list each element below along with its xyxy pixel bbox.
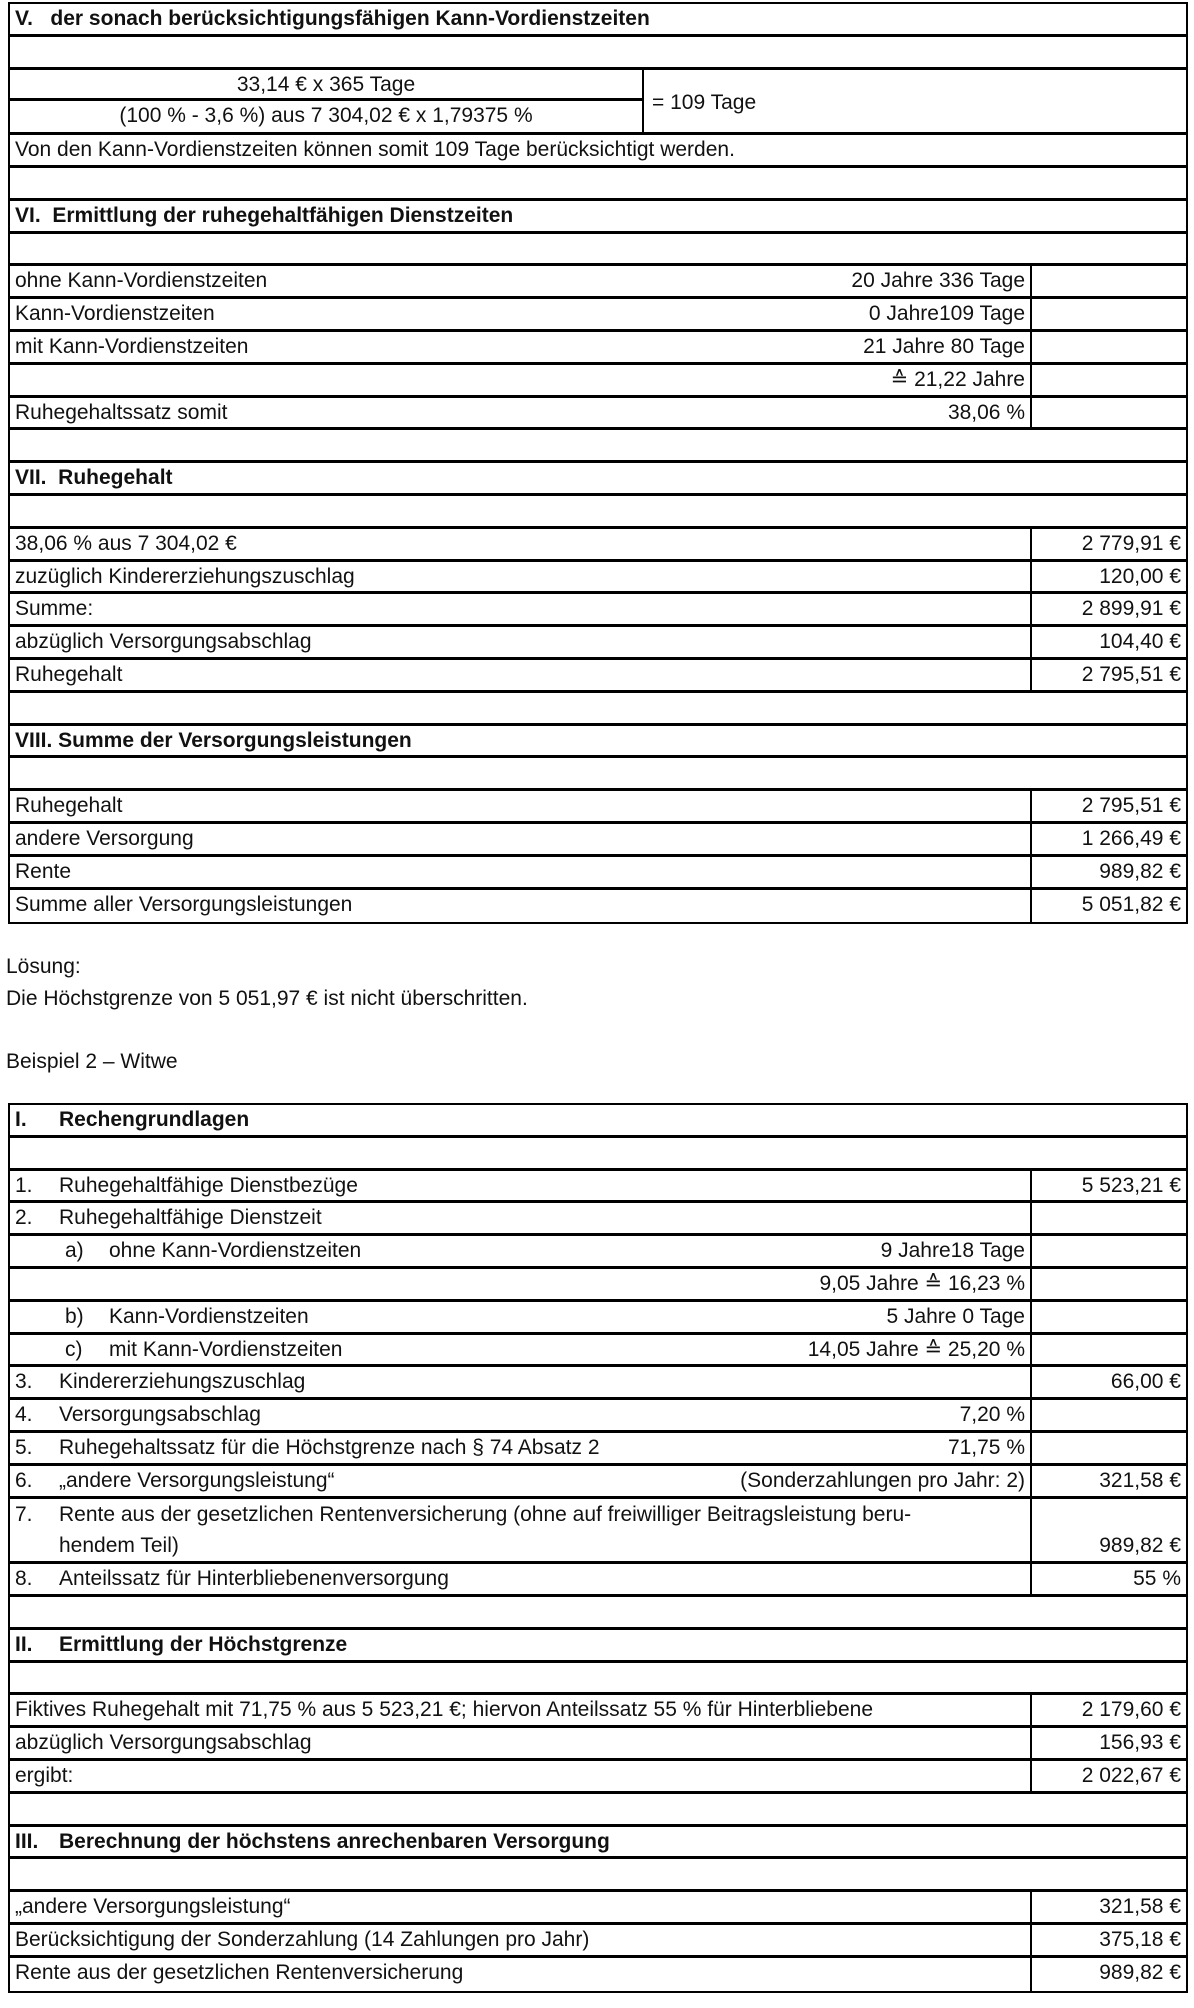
row-label: Ruhegehaltssatz somit bbox=[15, 400, 228, 424]
table-row bbox=[10, 1335, 1186, 1368]
row-mid-value: 0 Jahre109 Tage bbox=[868, 302, 1025, 326]
row-label: Kindererziehungszuschlag bbox=[59, 1370, 306, 1394]
table-row bbox=[10, 529, 1186, 562]
row-label: abzüglich Versorgungsabschlag bbox=[15, 630, 312, 654]
item-number: 2. bbox=[15, 1206, 33, 1230]
row-label: ohne Kann-Vordienstzeiten bbox=[15, 269, 268, 293]
spacer-row bbox=[10, 496, 1186, 529]
row-label: Rente bbox=[15, 859, 72, 883]
row-mid-value bbox=[1020, 1171, 1030, 1201]
row-value: 375,18 € bbox=[1030, 1925, 1186, 1955]
table-row bbox=[10, 562, 1186, 595]
row-mid-value: ≙ 21,22 Jahre bbox=[890, 367, 1025, 391]
table-row bbox=[10, 1499, 1186, 1565]
spacer-row bbox=[10, 168, 1186, 201]
row-value: 2 795,51 € bbox=[1030, 791, 1186, 821]
example2-heading: Beispiel 2 – Witwe bbox=[6, 1050, 178, 1073]
section5-title-row bbox=[10, 4, 1186, 37]
table-row bbox=[10, 266, 1186, 299]
row-value: 2 179,60 € bbox=[1030, 1695, 1186, 1725]
item-number: a) bbox=[65, 1239, 84, 1263]
beispiel2-table bbox=[8, 1103, 1188, 1993]
item-number: c) bbox=[65, 1337, 83, 1361]
row-value: 321,58 € bbox=[1030, 1892, 1186, 1922]
table-row bbox=[10, 1367, 1186, 1400]
item-number: 7. bbox=[15, 1502, 33, 1526]
row-mid-value: 9,05 Jahre ≙ 16,23 % bbox=[819, 1271, 1025, 1295]
table-row bbox=[10, 1564, 1186, 1597]
row-value bbox=[1030, 1335, 1186, 1365]
section-number: II. bbox=[15, 1632, 33, 1656]
section3-title-row bbox=[10, 1827, 1186, 1860]
row-mid-value: 38,06 % bbox=[947, 400, 1025, 424]
row-mid-value bbox=[1020, 1203, 1030, 1233]
row-mid-value: 20 Jahre 336 Tage bbox=[851, 269, 1025, 293]
spacer-row bbox=[10, 37, 1186, 70]
table-row bbox=[10, 1203, 1186, 1236]
spacer-row bbox=[10, 1597, 1186, 1630]
section5-formula bbox=[10, 70, 1186, 136]
section6-title-row bbox=[10, 201, 1186, 234]
row-mid-value: 5 Jahre 0 Tage bbox=[886, 1304, 1025, 1328]
table-row bbox=[10, 1302, 1186, 1335]
row-label-line2: hendem Teil) bbox=[59, 1533, 179, 1557]
spacer-row bbox=[10, 430, 1186, 463]
row-value: 2 779,91 € bbox=[1030, 529, 1186, 559]
solution-text: Die Höchstgrenze von 5 051,97 € ist nicht überschritten. bbox=[6, 987, 528, 1010]
row-mid-value: 71,75 % bbox=[947, 1435, 1025, 1459]
row-value bbox=[1030, 1269, 1186, 1299]
item-number: 8. bbox=[15, 1567, 33, 1591]
row-mid-value: 21 Jahre 80 Tage bbox=[863, 334, 1025, 358]
beispiel1-table bbox=[8, 2, 1188, 924]
row-label: Fiktives Ruhegehalt mit 71,75 % aus 5 523,21 €; hiervon Anteilssatz 55 % für Hinterbliebene bbox=[15, 1698, 873, 1722]
row-value: 5 523,21 € bbox=[1030, 1171, 1186, 1201]
row-label: Ruhegehaltfähige Dienstzeit bbox=[59, 1206, 322, 1230]
row-label: Anteilssatz für Hinterbliebenenversorgung bbox=[59, 1567, 449, 1591]
row-label: Ruhegehalt bbox=[15, 794, 123, 818]
spacer-row bbox=[10, 234, 1186, 267]
section2-title-row bbox=[10, 1630, 1186, 1663]
section1-title: Rechengrundlagen bbox=[59, 1108, 250, 1131]
row-label: mit Kann-Vordienstzeiten bbox=[109, 1337, 343, 1361]
row-label: „andere Versorgungsleistung“ bbox=[15, 1895, 291, 1919]
table-row bbox=[10, 1695, 1186, 1728]
formula-denominator: (100 % - 3,6 %) aus 7 304,02 € x 1,79375 % bbox=[119, 103, 533, 127]
row-value: 66,00 € bbox=[1030, 1367, 1186, 1397]
row-value bbox=[1030, 1499, 1186, 1562]
item-number: b) bbox=[65, 1304, 84, 1328]
row-value bbox=[1030, 1203, 1186, 1233]
row-label: Berücksichtigung der Sonderzahlung (14 Zahlungen pro Jahr) bbox=[15, 1927, 590, 1951]
row-value bbox=[1030, 365, 1186, 395]
table-row bbox=[10, 857, 1186, 890]
section7-title: VII. Ruhegehalt bbox=[15, 466, 173, 490]
table-row bbox=[10, 1728, 1186, 1761]
row-label: abzüglich Versorgungsabschlag bbox=[15, 1731, 312, 1755]
row-value bbox=[1030, 1236, 1186, 1266]
table-row bbox=[10, 1433, 1186, 1466]
item-number: 4. bbox=[15, 1403, 33, 1427]
row-label-line1: Rente aus der gesetzlichen Rentenversicherung (ohne auf freiwilliger Beitragsleistung beru- bbox=[59, 1502, 912, 1526]
row-label: zuzüglich Kindererziehungszuschlag bbox=[15, 564, 355, 588]
table-row bbox=[10, 660, 1186, 693]
spacer-row bbox=[10, 1794, 1186, 1827]
row-value: 104,40 € bbox=[1030, 627, 1186, 657]
row-value bbox=[1030, 1400, 1186, 1430]
row-label: Kann-Vordienstzeiten bbox=[109, 1304, 309, 1328]
spacer-row bbox=[10, 1663, 1186, 1696]
table-row bbox=[10, 627, 1186, 660]
row-value: 156,93 € bbox=[1030, 1728, 1186, 1758]
item-number: 1. bbox=[15, 1173, 33, 1197]
section3-title: Berechnung der höchstens anrechenbaren Versorgung bbox=[59, 1829, 610, 1853]
row-label: Rente aus der gesetzlichen Rentenversicherung bbox=[15, 1960, 464, 1984]
item-number: 5. bbox=[15, 1435, 33, 1459]
row-label: ohne Kann-Vordienstzeiten bbox=[109, 1239, 362, 1263]
table-row bbox=[10, 1269, 1186, 1302]
table-row bbox=[10, 1400, 1186, 1433]
row-value: 120,00 € bbox=[1030, 562, 1186, 592]
table-row bbox=[10, 824, 1186, 857]
row-label: andere Versorgung bbox=[15, 826, 194, 850]
section5-title: V. der sonach berücksichtigungsfähigen Kann-Vordienstzeiten bbox=[15, 7, 650, 30]
section7-title-row bbox=[10, 463, 1186, 496]
row-value bbox=[1030, 1302, 1186, 1332]
table-row bbox=[10, 398, 1186, 431]
row-value: 2 899,91 € bbox=[1030, 594, 1186, 624]
row-value: 55 % bbox=[1030, 1564, 1186, 1594]
spacer-row bbox=[10, 1138, 1186, 1171]
row-mid-value bbox=[1020, 1367, 1030, 1397]
row-label: „andere Versorgungsleistung“ bbox=[59, 1468, 335, 1492]
table-row bbox=[10, 1925, 1186, 1958]
row-label bbox=[10, 365, 650, 395]
table-row bbox=[10, 332, 1186, 365]
section1-title-row bbox=[10, 1105, 1186, 1138]
section2-title: Ermittlung der Höchstgrenze bbox=[59, 1632, 348, 1656]
table-row bbox=[10, 791, 1186, 824]
row-mid-value: 14,05 Jahre ≙ 25,20 % bbox=[807, 1337, 1025, 1361]
table-row bbox=[10, 299, 1186, 332]
row-value: 989,82 € bbox=[1030, 1958, 1186, 1991]
row-label: Ruhegehalt bbox=[15, 662, 123, 686]
row-label: mit Kann-Vordienstzeiten bbox=[15, 334, 249, 358]
table-row bbox=[10, 365, 1186, 398]
item-number: 6. bbox=[15, 1468, 33, 1492]
row-value: 5 051,82 € bbox=[1030, 890, 1186, 923]
section-number: I. bbox=[15, 1108, 27, 1131]
section-number: III. bbox=[15, 1829, 39, 1853]
row-value: 321,58 € bbox=[1030, 1466, 1186, 1496]
section5-conclusion: Von den Kann-Vordienstzeiten können somit 109 Tage berücksichtigt werden. bbox=[15, 138, 735, 162]
row-value bbox=[1030, 266, 1186, 296]
section5-conclusion-row bbox=[10, 135, 1186, 168]
row-value-text: 989,82 € bbox=[1099, 1534, 1181, 1558]
table-row bbox=[10, 1236, 1186, 1269]
spacer-row bbox=[10, 693, 1186, 726]
formula-numerator: 33,14 € x 365 Tage bbox=[10, 70, 642, 101]
solution-label: Lösung: bbox=[6, 955, 81, 978]
row-label: ergibt: bbox=[15, 1763, 74, 1787]
row-value bbox=[1030, 1433, 1186, 1463]
row-label: 38,06 % aus 7 304,02 € bbox=[15, 531, 237, 555]
row-value bbox=[1030, 398, 1186, 428]
row-value bbox=[1030, 332, 1186, 362]
row-label: Ruhegehaltssatz für die Höchstgrenze nach § 74 Absatz 2 bbox=[59, 1435, 600, 1459]
row-mid-value: 7,20 % bbox=[959, 1403, 1025, 1427]
row-label: Kann-Vordienstzeiten bbox=[15, 302, 215, 326]
table-row bbox=[10, 1171, 1186, 1204]
row-mid-value: 9 Jahre18 Tage bbox=[880, 1239, 1025, 1263]
section6-title: VI. Ermittlung der ruhegehaltfähigen Dienstzeiten bbox=[15, 203, 514, 227]
row-value: 2 795,51 € bbox=[1030, 660, 1186, 690]
section8-title-row bbox=[10, 726, 1186, 759]
row-value: 1 266,49 € bbox=[1030, 824, 1186, 854]
row-value: 989,82 € bbox=[1030, 857, 1186, 887]
spacer-row bbox=[10, 758, 1186, 791]
table-row bbox=[10, 1958, 1186, 1991]
row-label: Summe: bbox=[15, 597, 94, 621]
table-row bbox=[10, 1761, 1186, 1794]
row-label: Versorgungsabschlag bbox=[59, 1403, 261, 1427]
item-number: 3. bbox=[15, 1370, 33, 1394]
table-row bbox=[10, 890, 1186, 923]
table-row bbox=[10, 1892, 1186, 1925]
row-mid-value: (Sonderzahlungen pro Jahr: 2) bbox=[740, 1468, 1025, 1492]
row-value: 2 022,67 € bbox=[1030, 1761, 1186, 1791]
section8-title: VIII. Summe der Versorgungsleistungen bbox=[15, 728, 412, 752]
row-value bbox=[1030, 299, 1186, 329]
table-row bbox=[10, 594, 1186, 627]
row-label: Ruhegehaltfähige Dienstbezüge bbox=[59, 1173, 358, 1197]
row-label: Summe aller Versorgungsleistungen bbox=[15, 892, 353, 916]
formula-result: = 109 Tage bbox=[652, 90, 757, 114]
spacer-row bbox=[10, 1859, 1186, 1892]
table-row bbox=[10, 1466, 1186, 1499]
